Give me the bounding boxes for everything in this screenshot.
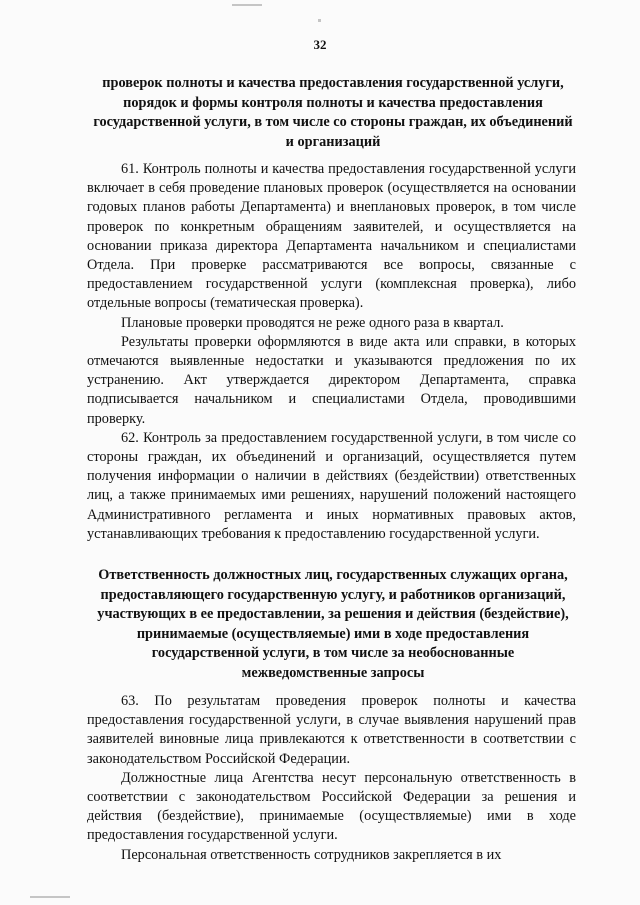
paragraph-planned-checks: Плановые проверки проводятся не реже одного раза в квартал. bbox=[121, 314, 504, 331]
scan-artifact-dot bbox=[318, 19, 321, 22]
paragraph-check-results: Результаты проверки оформляются в виде акта или справки, в которых отмечаются выявленные недостатки и указываются предложения по их устранению. Акт утверждается директором Департамента, справка подписывается начальником и специалистами Отдела, проводившими проверку. bbox=[87, 333, 576, 427]
section-body-control bbox=[87, 160, 576, 544]
paragraph-personal-responsibility: Персональная ответственность сотрудников закрепляется в их bbox=[121, 846, 502, 863]
section-heading-control: проверок полноты и качества предоставления государственной услуги, порядок и формы контроля полноты и качества предоставления государственной услуги, в том числе со стороны граждан, их объединений и организаций bbox=[93, 75, 573, 150]
section-heading-responsibility: Ответственность должностных лиц, государственных служащих органа, предоставляющего государственную услугу, и работников организаций, участвующих в ее предоставлении, за решения и действия (бездействие), принимаемые (осуществляемые) ими в ходе предоставления государственной услуги, в том числе за необоснованные межведомственные запросы bbox=[97, 567, 569, 681]
scan-artifact-bottom bbox=[30, 896, 70, 898]
section-body-responsibility bbox=[87, 692, 576, 865]
page-number: 32 bbox=[313, 37, 327, 52]
paragraph-62: 62. Контроль за предоставлением государственной услуги, в том числе со стороны граждан, их объединений и организаций, осуществляется путем получения информации о наличии в действиях (бездействии) ответственных лиц, а также принимаемых ими решениях, нарушений положений настоящего Административного регламента и иных нормативных правовых актов, устанавливающих требования к предоставлению государственной услуги. bbox=[87, 429, 576, 542]
paragraph-63: 63. По результатам проведения проверок полноты и качества предоставления государственной услуги, в случае выявления нарушений прав заявителей виновные лица привлекаются к ответственности в соответствии с законодательством Российской Федерации. bbox=[87, 693, 576, 767]
paragraph-61: 61. Контроль полноты и качества предоставления государственной услуги включает в себя проведение плановых проверок (осуществляется на основании годовых планов работы Департамента) и внеплановых проверок, в том числе проверок по конкретным обращениям заявителей, и осуществляется на основании приказа директора Департамента начальником и специалистами Отдела. При проверке рассматриваются все вопросы, связанные с предоставлением государственной услуги (комплексная проверка), либо отдельные вопросы (тематическая проверка). bbox=[87, 161, 576, 312]
paragraph-officials-responsibility: Должностные лица Агентства несут персональную ответственность в соответствии с законодательством Российской Федерации за решения и действия (бездействие), принимаемые (осуществляемые) ими в ходе предоставления государственной услуги. bbox=[87, 769, 576, 844]
scan-artifact-top bbox=[232, 4, 262, 6]
